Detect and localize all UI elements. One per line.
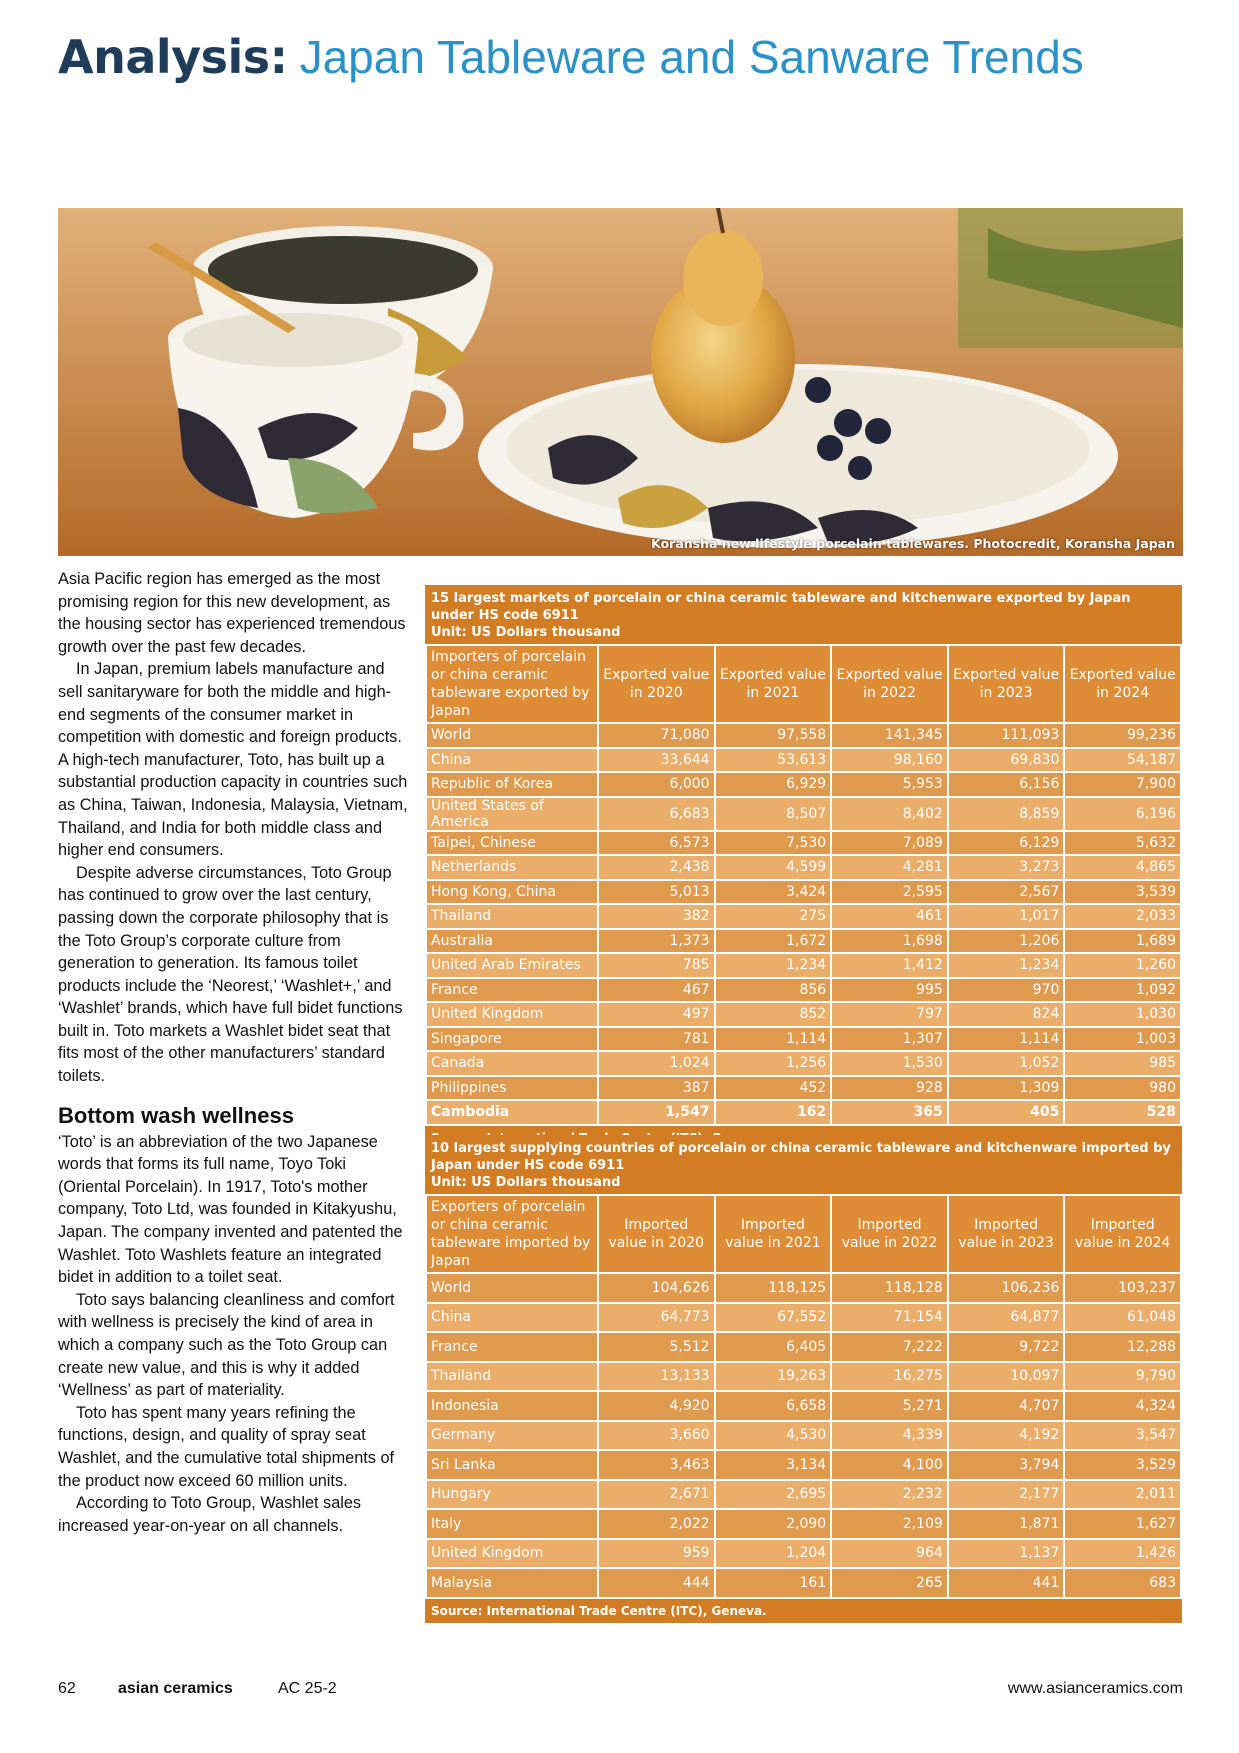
value-cell: 1,689 bbox=[1064, 929, 1181, 954]
column-header: Exported value in 2024 bbox=[1064, 645, 1181, 723]
value-cell: 995 bbox=[831, 978, 948, 1003]
value-cell: 2,011 bbox=[1064, 1480, 1181, 1510]
value-cell: 8,507 bbox=[715, 797, 832, 831]
value-cell: 71,154 bbox=[831, 1303, 948, 1333]
table-row bbox=[426, 1509, 1181, 1539]
column-header: Importers of porcelain or china ceramic tableware exported by Japan bbox=[426, 645, 598, 723]
value-cell: 1,547 bbox=[598, 1100, 715, 1125]
table-row bbox=[426, 1076, 1181, 1101]
table-row bbox=[426, 1362, 1181, 1392]
column-header: Exported value in 2023 bbox=[948, 645, 1065, 723]
country-cell: World bbox=[426, 723, 598, 748]
value-cell: 405 bbox=[948, 1100, 1065, 1125]
paragraph: Toto has spent many years refining the functions, design, and quality of spray seat Washlet, and the cumulative total shipments of the product now exceed 60 million units. bbox=[58, 1403, 395, 1490]
table-row bbox=[426, 880, 1181, 905]
value-cell: 2,595 bbox=[831, 880, 948, 905]
title-headline: Japan Tableware and Sanware Trends bbox=[299, 31, 1084, 83]
value-cell: 6,573 bbox=[598, 831, 715, 856]
value-cell: 8,402 bbox=[831, 797, 948, 831]
value-cell: 785 bbox=[598, 953, 715, 978]
value-cell: 6,929 bbox=[715, 772, 832, 797]
country-cell: China bbox=[426, 748, 598, 773]
issue-number: AC 25-2 bbox=[278, 1680, 337, 1697]
country-cell: Italy bbox=[426, 1509, 598, 1539]
magazine-name: asian ceramics bbox=[118, 1680, 233, 1697]
value-cell: 444 bbox=[598, 1568, 715, 1598]
subheading: Bottom wash wellness bbox=[58, 1102, 294, 1128]
value-cell: 6,405 bbox=[715, 1332, 832, 1362]
value-cell: 2,022 bbox=[598, 1509, 715, 1539]
value-cell: 1,114 bbox=[715, 1027, 832, 1052]
data-table bbox=[425, 1194, 1182, 1599]
table-row bbox=[426, 797, 1181, 831]
value-cell: 1,234 bbox=[948, 953, 1065, 978]
country-cell: United Arab Emirates bbox=[426, 953, 598, 978]
value-cell: 4,599 bbox=[715, 855, 832, 880]
value-cell: 3,463 bbox=[598, 1450, 715, 1480]
value-cell: 3,547 bbox=[1064, 1421, 1181, 1451]
title-kicker: Analysis: bbox=[58, 30, 288, 84]
value-cell: 1,024 bbox=[598, 1051, 715, 1076]
country-cell: Canada bbox=[426, 1051, 598, 1076]
value-cell: 1,204 bbox=[715, 1539, 832, 1569]
value-cell: 19,263 bbox=[715, 1362, 832, 1392]
value-cell: 970 bbox=[948, 978, 1065, 1003]
value-cell: 9,790 bbox=[1064, 1362, 1181, 1392]
value-cell: 2,090 bbox=[715, 1509, 832, 1539]
value-cell: 497 bbox=[598, 1002, 715, 1027]
value-cell: 6,156 bbox=[948, 772, 1065, 797]
value-cell: 3,273 bbox=[948, 855, 1065, 880]
value-cell: 1,256 bbox=[715, 1051, 832, 1076]
value-cell: 1,017 bbox=[948, 904, 1065, 929]
country-cell: United Kingdom bbox=[426, 1002, 598, 1027]
column-header: Exported value in 2021 bbox=[715, 645, 832, 723]
value-cell: 1,003 bbox=[1064, 1027, 1181, 1052]
value-cell: 5,271 bbox=[831, 1391, 948, 1421]
value-cell: 928 bbox=[831, 1076, 948, 1101]
country-cell: Netherlands bbox=[426, 855, 598, 880]
table-row bbox=[426, 1568, 1181, 1598]
value-cell: 54,187 bbox=[1064, 748, 1181, 773]
country-cell: Indonesia bbox=[426, 1391, 598, 1421]
value-cell: 97,558 bbox=[715, 723, 832, 748]
column-header: Imported value in 2023 bbox=[948, 1195, 1065, 1273]
value-cell: 1,412 bbox=[831, 953, 948, 978]
value-cell: 4,192 bbox=[948, 1421, 1065, 1451]
country-cell: Hong Kong, China bbox=[426, 880, 598, 905]
value-cell: 3,424 bbox=[715, 880, 832, 905]
table-row bbox=[426, 1027, 1181, 1052]
country-cell: France bbox=[426, 1332, 598, 1362]
value-cell: 3,794 bbox=[948, 1450, 1065, 1480]
value-cell: 275 bbox=[715, 904, 832, 929]
value-cell: 3,539 bbox=[1064, 880, 1181, 905]
paragraph: Asia Pacific region has emerged as the most promising region for this new development, as the housing sector has experienced tremendous growth over the past few decades. bbox=[58, 570, 406, 656]
value-cell: 2,232 bbox=[831, 1480, 948, 1510]
table-row bbox=[426, 1480, 1181, 1510]
country-cell: Malaysia bbox=[426, 1568, 598, 1598]
value-cell: 683 bbox=[1064, 1568, 1181, 1598]
value-cell: 1,309 bbox=[948, 1076, 1065, 1101]
value-cell: 5,632 bbox=[1064, 831, 1181, 856]
paragraph: According to Toto Group, Washlet sales increased year-on-year on all channels. bbox=[58, 1494, 362, 1535]
table-row bbox=[426, 1100, 1181, 1125]
value-cell: 7,089 bbox=[831, 831, 948, 856]
table-row bbox=[426, 978, 1181, 1003]
value-cell: 53,613 bbox=[715, 748, 832, 773]
photo-caption: Koransha new lifestyle porcelain tablewares. Photocredit, Koransha Japan bbox=[651, 536, 1175, 551]
value-cell: 4,339 bbox=[831, 1421, 948, 1451]
country-cell: Hungary bbox=[426, 1480, 598, 1510]
table-row bbox=[426, 748, 1181, 773]
tableware-photo bbox=[58, 208, 1183, 556]
value-cell: 1,672 bbox=[715, 929, 832, 954]
country-cell: Taipei, Chinese bbox=[426, 831, 598, 856]
table-row bbox=[426, 723, 1181, 748]
value-cell: 9,722 bbox=[948, 1332, 1065, 1362]
website-link[interactable]: www.asianceramics.com bbox=[1007, 1680, 1183, 1697]
value-cell: 13,133 bbox=[598, 1362, 715, 1392]
value-cell: 382 bbox=[598, 904, 715, 929]
value-cell: 3,529 bbox=[1064, 1450, 1181, 1480]
value-cell: 5,013 bbox=[598, 880, 715, 905]
country-cell: World bbox=[426, 1273, 598, 1303]
tableware-illustration bbox=[58, 208, 1183, 556]
value-cell: 12,288 bbox=[1064, 1332, 1181, 1362]
table-row bbox=[426, 1332, 1181, 1362]
value-cell: 980 bbox=[1064, 1076, 1181, 1101]
value-cell: 441 bbox=[948, 1568, 1065, 1598]
value-cell: 265 bbox=[831, 1568, 948, 1598]
value-cell: 4,865 bbox=[1064, 855, 1181, 880]
value-cell: 5,512 bbox=[598, 1332, 715, 1362]
value-cell: 6,129 bbox=[948, 831, 1065, 856]
value-cell: 2,033 bbox=[1064, 904, 1181, 929]
import-suppliers-table bbox=[425, 1135, 1182, 1623]
value-cell: 7,530 bbox=[715, 831, 832, 856]
value-cell: 1,092 bbox=[1064, 978, 1181, 1003]
paragraph: In Japan, premium labels manufacture and sell sanitaryware for both the middle and high-end segments of the consumer market in competition with domestic and foreign products. A high-tech manufacturer, Toto, has built up a substantial production capacity in countries such as China, Taiwan, Indonesia, Malaysia, Vietnam, Thailand, and India for both middle class and higher end consumers. bbox=[58, 660, 408, 860]
column-header: Exported value in 2022 bbox=[831, 645, 948, 723]
value-cell: 1,234 bbox=[715, 953, 832, 978]
value-cell: 64,877 bbox=[948, 1303, 1065, 1333]
country-cell: Cambodia bbox=[426, 1100, 598, 1125]
value-cell: 10,097 bbox=[948, 1362, 1065, 1392]
table-title: 10 largest supplying countries of porcelain or china ceramic tableware and kitchenware imported by Japan under HS code 6911 bbox=[431, 1141, 1171, 1173]
value-cell: 1,426 bbox=[1064, 1539, 1181, 1569]
value-cell: 1,530 bbox=[831, 1051, 948, 1076]
value-cell: 964 bbox=[831, 1539, 948, 1569]
value-cell: 106,236 bbox=[948, 1273, 1065, 1303]
value-cell: 6,000 bbox=[598, 772, 715, 797]
page-title bbox=[58, 28, 1084, 86]
table-body bbox=[426, 1273, 1181, 1598]
value-cell: 162 bbox=[715, 1100, 832, 1125]
country-cell: United Kingdom bbox=[426, 1539, 598, 1569]
value-cell: 1,307 bbox=[831, 1027, 948, 1052]
value-cell: 852 bbox=[715, 1002, 832, 1027]
table-unit: Unit: US Dollars thousand bbox=[431, 625, 621, 640]
value-cell: 365 bbox=[831, 1100, 948, 1125]
country-cell: Sri Lanka bbox=[426, 1450, 598, 1480]
country-cell: Thailand bbox=[426, 1362, 598, 1392]
column-header: Imported value in 2021 bbox=[715, 1195, 832, 1273]
value-cell: 111,093 bbox=[948, 723, 1065, 748]
value-cell: 71,080 bbox=[598, 723, 715, 748]
value-cell: 98,160 bbox=[831, 748, 948, 773]
value-cell: 99,236 bbox=[1064, 723, 1181, 748]
value-cell: 1,206 bbox=[948, 929, 1065, 954]
country-cell: Singapore bbox=[426, 1027, 598, 1052]
value-cell: 985 bbox=[1064, 1051, 1181, 1076]
value-cell: 2,567 bbox=[948, 880, 1065, 905]
value-cell: 6,196 bbox=[1064, 797, 1181, 831]
value-cell: 104,626 bbox=[598, 1273, 715, 1303]
table-row bbox=[426, 1421, 1181, 1451]
value-cell: 2,695 bbox=[715, 1480, 832, 1510]
column-header: Exporters of porcelain or china ceramic tableware imported by Japan bbox=[426, 1195, 598, 1273]
value-cell: 118,128 bbox=[831, 1273, 948, 1303]
table-heading bbox=[425, 1135, 1182, 1194]
value-cell: 7,222 bbox=[831, 1332, 948, 1362]
value-cell: 1,698 bbox=[831, 929, 948, 954]
table-unit: Unit: US Dollars thousand bbox=[431, 1175, 621, 1190]
table-row bbox=[426, 1303, 1181, 1333]
value-cell: 781 bbox=[598, 1027, 715, 1052]
value-cell: 6,683 bbox=[598, 797, 715, 831]
value-cell: 4,530 bbox=[715, 1421, 832, 1451]
value-cell: 16,275 bbox=[831, 1362, 948, 1392]
value-cell: 387 bbox=[598, 1076, 715, 1101]
table-row bbox=[426, 855, 1181, 880]
value-cell: 1,137 bbox=[948, 1539, 1065, 1569]
value-cell: 1,627 bbox=[1064, 1509, 1181, 1539]
value-cell: 4,707 bbox=[948, 1391, 1065, 1421]
value-cell: 118,125 bbox=[715, 1273, 832, 1303]
article-body bbox=[58, 568, 410, 1537]
table-row bbox=[426, 1051, 1181, 1076]
page-number: 62 bbox=[58, 1680, 76, 1697]
value-cell: 1,114 bbox=[948, 1027, 1065, 1052]
table-row bbox=[426, 1391, 1181, 1421]
table-row bbox=[426, 1539, 1181, 1569]
table-source: Source: International Trade Centre (ITC), Geneva. bbox=[425, 1599, 1182, 1623]
country-cell: Thailand bbox=[426, 904, 598, 929]
value-cell: 3,660 bbox=[598, 1421, 715, 1451]
country-cell: France bbox=[426, 978, 598, 1003]
country-cell: Philippines bbox=[426, 1076, 598, 1101]
value-cell: 824 bbox=[948, 1002, 1065, 1027]
value-cell: 61,048 bbox=[1064, 1303, 1181, 1333]
value-cell: 69,830 bbox=[948, 748, 1065, 773]
value-cell: 959 bbox=[598, 1539, 715, 1569]
table-row bbox=[426, 831, 1181, 856]
paragraph: Toto says balancing cleanliness and comfort with wellness is precisely the kind of area in which a company such as the Toto Group can create new value, and this is why it added ‘Wellness’ as part of materiality. bbox=[58, 1290, 395, 1400]
value-cell: 2,109 bbox=[831, 1509, 948, 1539]
column-header: Imported value in 2020 bbox=[598, 1195, 715, 1273]
value-cell: 5,953 bbox=[831, 772, 948, 797]
value-cell: 2,438 bbox=[598, 855, 715, 880]
value-cell: 3,134 bbox=[715, 1450, 832, 1480]
data-table bbox=[425, 644, 1182, 1126]
country-cell: Republic of Korea bbox=[426, 772, 598, 797]
value-cell: 1,871 bbox=[948, 1509, 1065, 1539]
value-cell: 1,373 bbox=[598, 929, 715, 954]
page-footer bbox=[58, 1680, 1183, 1702]
export-markets-table bbox=[425, 585, 1182, 1150]
value-cell: 2,177 bbox=[948, 1480, 1065, 1510]
paragraph: ‘Toto’ is an abbreviation of the two Japanese words that forms its full name, Toyo Toki (Oriental Porcelain). In 1917, Toto's mother company, Toto Ltd, was founded in Kitakyushu, Japan. The company invented and patented the Washlet. Toto Washlets feature an integrated bidet in addition to a toilet seat. bbox=[58, 1132, 403, 1287]
value-cell: 461 bbox=[831, 904, 948, 929]
table-row bbox=[426, 953, 1181, 978]
column-header: Imported value in 2024 bbox=[1064, 1195, 1181, 1273]
table-heading bbox=[425, 585, 1182, 644]
value-cell: 67,552 bbox=[715, 1303, 832, 1333]
value-cell: 856 bbox=[715, 978, 832, 1003]
value-cell: 4,920 bbox=[598, 1391, 715, 1421]
value-cell: 6,658 bbox=[715, 1391, 832, 1421]
column-header: Exported value in 2020 bbox=[598, 645, 715, 723]
value-cell: 4,281 bbox=[831, 855, 948, 880]
table-row bbox=[426, 772, 1181, 797]
value-cell: 797 bbox=[831, 1002, 948, 1027]
table-row bbox=[426, 904, 1181, 929]
country-cell: China bbox=[426, 1303, 598, 1333]
value-cell: 1,260 bbox=[1064, 953, 1181, 978]
paragraph: Despite adverse circumstances, Toto Group has continued to grow over the last century, passing down the corporate philosophy that is the Toto Group’s corporate culture from generation to generation. Its famous toilet products include the ‘Neorest,’ ‘Washlet+,’ and ‘Washlet’ brands, which have full bidet functions built in. Toto markets a Washlet bidet seat that fits most of the other manufacturers’ standard toilets. bbox=[58, 863, 403, 1086]
value-cell: 452 bbox=[715, 1076, 832, 1101]
country-cell: Australia bbox=[426, 929, 598, 954]
table-row bbox=[426, 1002, 1181, 1027]
value-cell: 467 bbox=[598, 978, 715, 1003]
value-cell: 103,237 bbox=[1064, 1273, 1181, 1303]
value-cell: 64,773 bbox=[598, 1303, 715, 1333]
value-cell: 1,030 bbox=[1064, 1002, 1181, 1027]
table-row bbox=[426, 929, 1181, 954]
table-row bbox=[426, 1273, 1181, 1303]
value-cell: 161 bbox=[715, 1568, 832, 1598]
table-row bbox=[426, 1450, 1181, 1480]
value-cell: 528 bbox=[1064, 1100, 1181, 1125]
value-cell: 1,052 bbox=[948, 1051, 1065, 1076]
table-body bbox=[426, 723, 1181, 1125]
value-cell: 4,324 bbox=[1064, 1391, 1181, 1421]
value-cell: 2,671 bbox=[598, 1480, 715, 1510]
value-cell: 33,644 bbox=[598, 748, 715, 773]
country-cell: Germany bbox=[426, 1421, 598, 1451]
value-cell: 8,859 bbox=[948, 797, 1065, 831]
column-header: Imported value in 2022 bbox=[831, 1195, 948, 1273]
value-cell: 4,100 bbox=[831, 1450, 948, 1480]
table-title: 15 largest markets of porcelain or china ceramic tableware and kitchenware exported by Japan under HS code 6911 bbox=[431, 591, 1131, 623]
value-cell: 7,900 bbox=[1064, 772, 1181, 797]
country-cell: United States of America bbox=[426, 797, 598, 831]
value-cell: 141,345 bbox=[831, 723, 948, 748]
